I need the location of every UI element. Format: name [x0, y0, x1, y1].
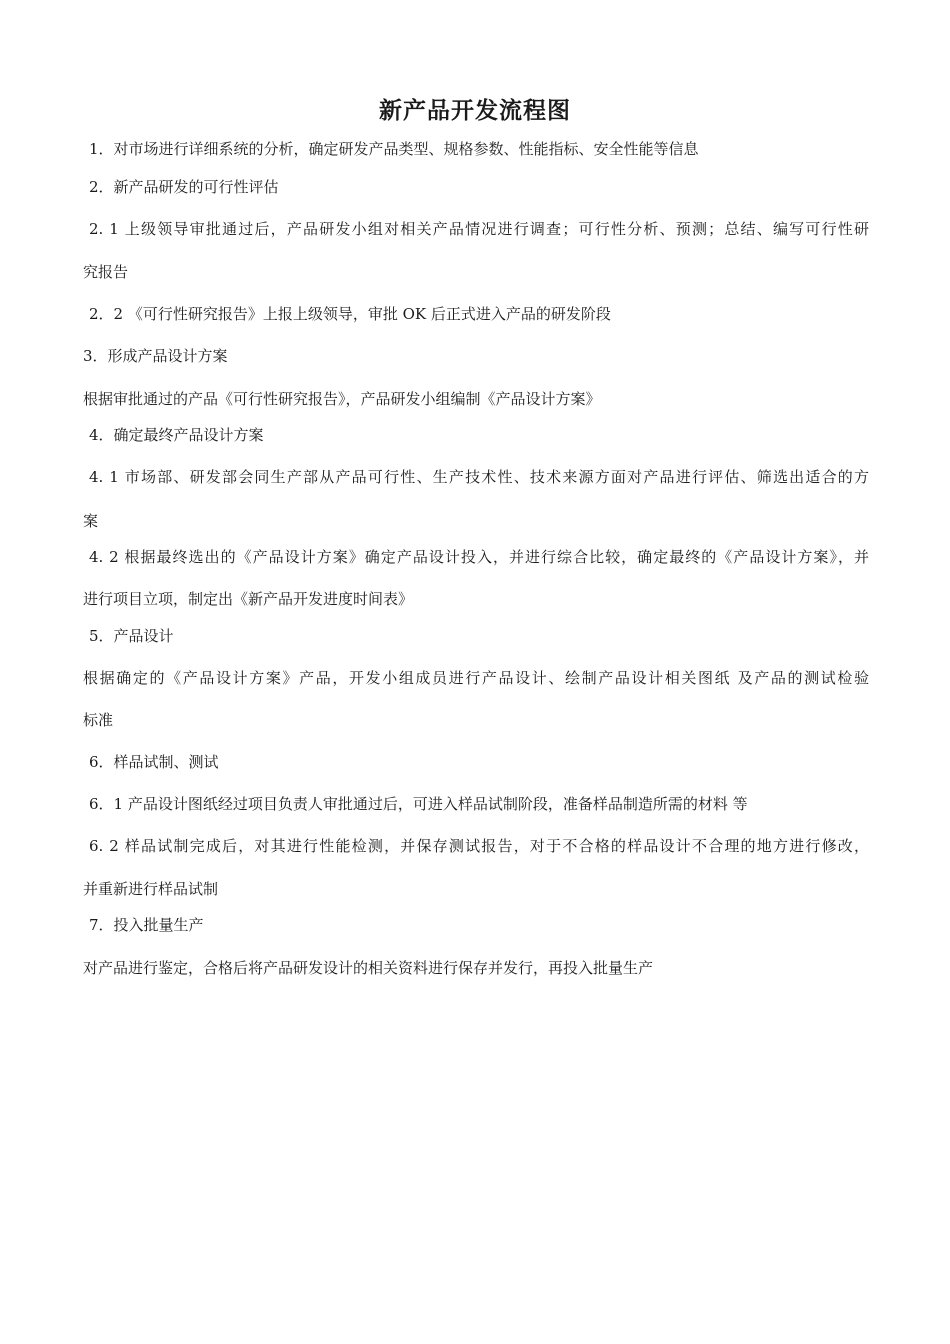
step-2-2-text: 2．2 《可行性研究报告》上报上级领导，审批 OK 后正式进入产品的研发阶段: [89, 305, 611, 323]
step-3-heading: 3．形成产品设计方案: [83, 347, 228, 365]
step-6-2-text: 6. 2 样品试制完成后，对其进行性能检测，并保存测试报告，对于不合格的样品设计不合理的地方进行修改，: [89, 837, 869, 855]
step-4-1-continuation: 案: [83, 512, 99, 530]
step-7-text: 对产品进行鉴定，合格后将产品研发设计的相关资料进行保存并发行，再投入批量生产: [83, 959, 654, 977]
step-6-2-continuation: 并重新进行样品试制: [83, 880, 219, 898]
page-title: 新产品开发流程图: [379, 97, 571, 124]
step-2-1-text: 2. 1 上级领导审批通过后，产品研发小组对相关产品情况进行调查；可行性分析、预测；总结、编写可行性研: [89, 220, 869, 238]
step-4-2-continuation: 进行项目立项，制定出《新产品开发进度时间表》: [83, 590, 414, 608]
step-1-text: 1．对市场进行详细系统的分析，确定研发产品类型、规格参数、性能指标、安全性能等信息: [89, 140, 699, 158]
step-5-continuation: 标准: [83, 711, 114, 729]
step-5-text: 根据确定的《产品设计方案》产品，开发小组成员进行产品设计、绘制产品设计相关图纸 及产品的测试检验: [83, 669, 869, 687]
step-2-1-continuation: 究报告: [83, 263, 129, 281]
step-6-1-text: 6．1 产品设计图纸经过项目负责人审批通过后，可进入样品试制阶段，准备样品制造所需的材料 等: [89, 795, 748, 813]
step-7-heading: 7．投入批量生产: [89, 916, 204, 934]
step-5-heading: 5．产品设计: [89, 627, 174, 645]
step-2-heading: 2．新产品研发的可行性评估: [89, 178, 279, 196]
step-4-heading: 4．确定最终产品设计方案: [89, 426, 264, 444]
step-4-1-text: 4. 1 市场部、研发部会同生产部从产品可行性、生产技术性、技术来源方面对产品进行评估、筛选出适合的方: [89, 468, 869, 486]
step-4-2-text: 4. 2 根据最终选出的《产品设计方案》确定产品设计投入，并进行综合比较，确定最终的《产品设计方案》，并: [89, 548, 869, 566]
step-6-heading: 6．样品试制、测试: [89, 753, 219, 771]
step-3-text: 根据审批通过的产品《可行性研究报告》，产品研发小组编制《产品设计方案》: [83, 390, 601, 408]
